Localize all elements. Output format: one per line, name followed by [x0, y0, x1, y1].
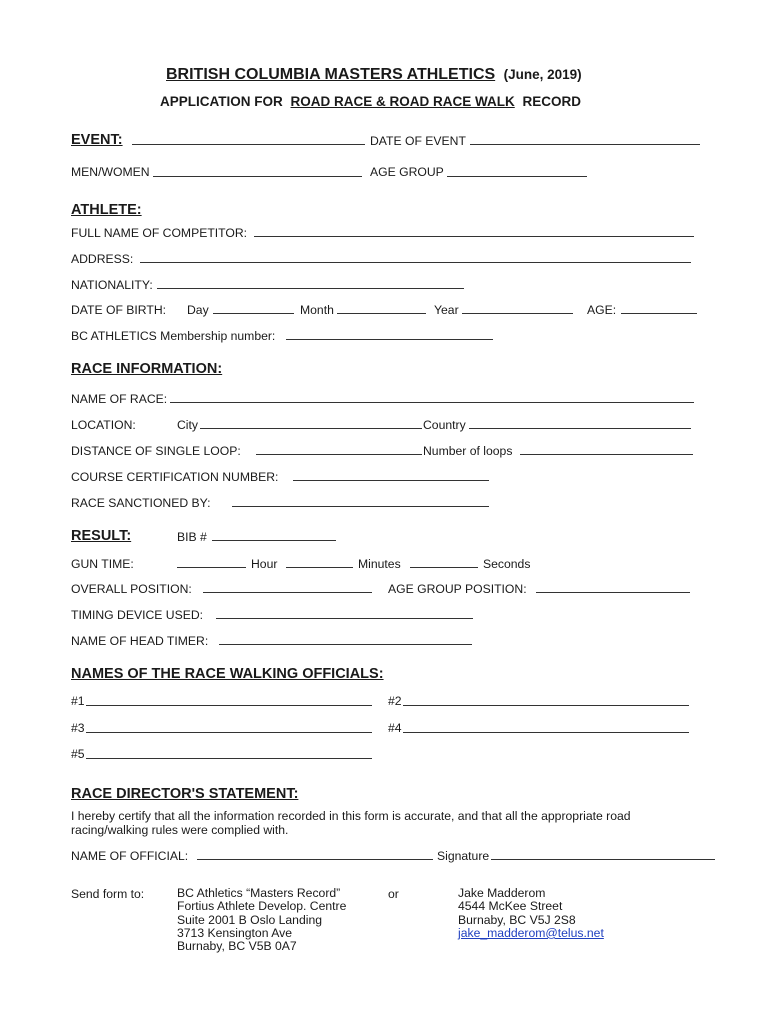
address-line: 4544 McKee Street	[458, 899, 563, 914]
minutes-label: Minutes	[358, 557, 401, 571]
sanctioned-field[interactable]	[232, 495, 489, 507]
official-4-label: #4	[388, 721, 402, 735]
statement-heading: RACE DIRECTOR'S STATEMENT:	[71, 786, 299, 802]
form-title	[166, 66, 582, 84]
address-line: Burnaby, BC V5B 0A7	[177, 939, 297, 954]
email-link[interactable]: jake_madderom@telus.net	[458, 925, 604, 940]
subtitle-suffix: RECORD	[522, 94, 582, 109]
nationality-label: NATIONALITY:	[71, 278, 153, 292]
address-line: Fortius Athlete Develop. Centre	[177, 899, 347, 914]
address-label: ADDRESS:	[71, 252, 134, 266]
result-heading: RESULT:	[71, 528, 132, 544]
address-line: 3713 Kensington Ave	[177, 925, 292, 940]
official-4-field[interactable]	[403, 721, 689, 733]
bib-label: BIB #	[177, 530, 207, 544]
address-line: Burnaby, BC V5J 2S8	[458, 912, 576, 927]
dob-month-field[interactable]	[337, 302, 426, 314]
official-1-field[interactable]	[86, 694, 372, 706]
date-of-event-field[interactable]	[470, 133, 700, 145]
race-name-label: NAME OF RACE:	[71, 392, 168, 406]
dob-month-label: Month	[300, 303, 334, 317]
distance-field[interactable]	[256, 443, 422, 455]
location-label: LOCATION:	[71, 418, 136, 432]
athlete-heading: ATHLETE:	[71, 202, 142, 218]
send-form-label: Send form to:	[71, 887, 145, 901]
gun-minutes-field[interactable]	[286, 556, 353, 568]
event-heading: EVENT:	[71, 132, 123, 148]
official-3-field[interactable]	[86, 721, 372, 733]
timing-device-field[interactable]	[216, 607, 473, 619]
gun-seconds-field[interactable]	[410, 556, 478, 568]
gun-time-label: GUN TIME:	[71, 557, 134, 571]
statement-line-1: I hereby certify that all the information recorded in this form is accurate, and that all the appropriate road	[71, 809, 631, 823]
official-1-label: #1	[71, 694, 85, 708]
city-field[interactable]	[200, 417, 422, 429]
age-group-position-label: AGE GROUP POSITION:	[388, 582, 527, 596]
timing-device-label: TIMING DEVICE USED:	[71, 608, 204, 622]
hour-label: Hour	[251, 557, 278, 571]
men-women-label: MEN/WOMEN	[71, 165, 150, 179]
loops-field[interactable]	[520, 443, 693, 455]
age-label: AGE:	[587, 303, 617, 317]
address-line: Jake Madderom	[458, 886, 546, 900]
distance-label: DISTANCE OF SINGLE LOOP:	[71, 444, 241, 458]
dob-year-label: Year	[434, 303, 459, 317]
men-women-field[interactable]	[153, 165, 362, 177]
country-field[interactable]	[469, 417, 691, 429]
date-of-event-label: DATE OF EVENT	[370, 134, 466, 148]
membership-label: BC ATHLETICS Membership number:	[71, 329, 276, 343]
country-label: Country	[423, 418, 466, 432]
competitor-name-label: FULL NAME OF COMPETITOR:	[71, 226, 248, 240]
seconds-label: Seconds	[483, 557, 531, 571]
official-2-label: #2	[388, 694, 402, 708]
form-date: (June, 2019)	[503, 67, 582, 82]
head-timer-label: NAME OF HEAD TIMER:	[71, 634, 209, 648]
dob-day-label: Day	[187, 303, 209, 317]
address-field[interactable]	[140, 251, 691, 263]
city-label: City	[177, 418, 198, 432]
event-field[interactable]	[132, 133, 365, 145]
official-name-field[interactable]	[197, 848, 433, 860]
subtitle-prefix: APPLICATION FOR	[160, 94, 283, 109]
statement-line-2: racing/walking rules were complied with.	[71, 823, 289, 837]
or-label: or	[388, 887, 399, 901]
race-info-heading: RACE INFORMATION:	[71, 361, 223, 377]
membership-field[interactable]	[286, 328, 493, 340]
signature-field[interactable]	[491, 848, 715, 860]
signature-label: Signature	[437, 849, 490, 863]
nationality-field[interactable]	[157, 277, 464, 289]
org-name: BRITISH COLUMBIA MASTERS ATHLETICS	[166, 66, 496, 83]
official-5-field[interactable]	[86, 747, 372, 759]
overall-position-label: OVERALL POSITION:	[71, 582, 192, 596]
gun-hour-field[interactable]	[177, 556, 246, 568]
officials-heading: NAMES OF THE RACE WALKING OFFICIALS:	[71, 666, 384, 682]
subtitle-record-type: ROAD RACE & ROAD RACE WALK	[290, 94, 515, 109]
bib-field[interactable]	[212, 529, 336, 541]
loops-label: Number of loops	[423, 444, 513, 458]
dob-label: DATE OF BIRTH:	[71, 303, 167, 317]
address-line: BC Athletics “Masters Record”	[177, 886, 341, 900]
sanctioned-label: RACE SANCTIONED BY:	[71, 496, 211, 510]
age-group-label: AGE GROUP	[370, 165, 444, 179]
official-2-field[interactable]	[403, 694, 689, 706]
age-group-position-field[interactable]	[536, 581, 690, 593]
form-subtitle	[160, 94, 581, 109]
certification-label: COURSE CERTIFICATION NUMBER:	[71, 470, 279, 484]
certification-field[interactable]	[293, 469, 489, 481]
overall-position-field[interactable]	[203, 581, 372, 593]
address-line: Suite 2001 B Oslo Landing	[177, 912, 323, 927]
age-field[interactable]	[621, 302, 697, 314]
age-group-field[interactable]	[447, 165, 587, 177]
official-3-label: #3	[71, 721, 85, 735]
dob-day-field[interactable]	[213, 302, 294, 314]
race-name-field[interactable]	[170, 391, 694, 403]
dob-year-field[interactable]	[462, 302, 573, 314]
bc-athletics-address	[177, 887, 346, 953]
head-timer-field[interactable]	[219, 633, 472, 645]
madderom-address	[458, 887, 604, 940]
official-name-label: NAME OF OFFICIAL:	[71, 849, 189, 863]
competitor-name-field[interactable]	[254, 225, 694, 237]
official-5-label: #5	[71, 747, 85, 761]
